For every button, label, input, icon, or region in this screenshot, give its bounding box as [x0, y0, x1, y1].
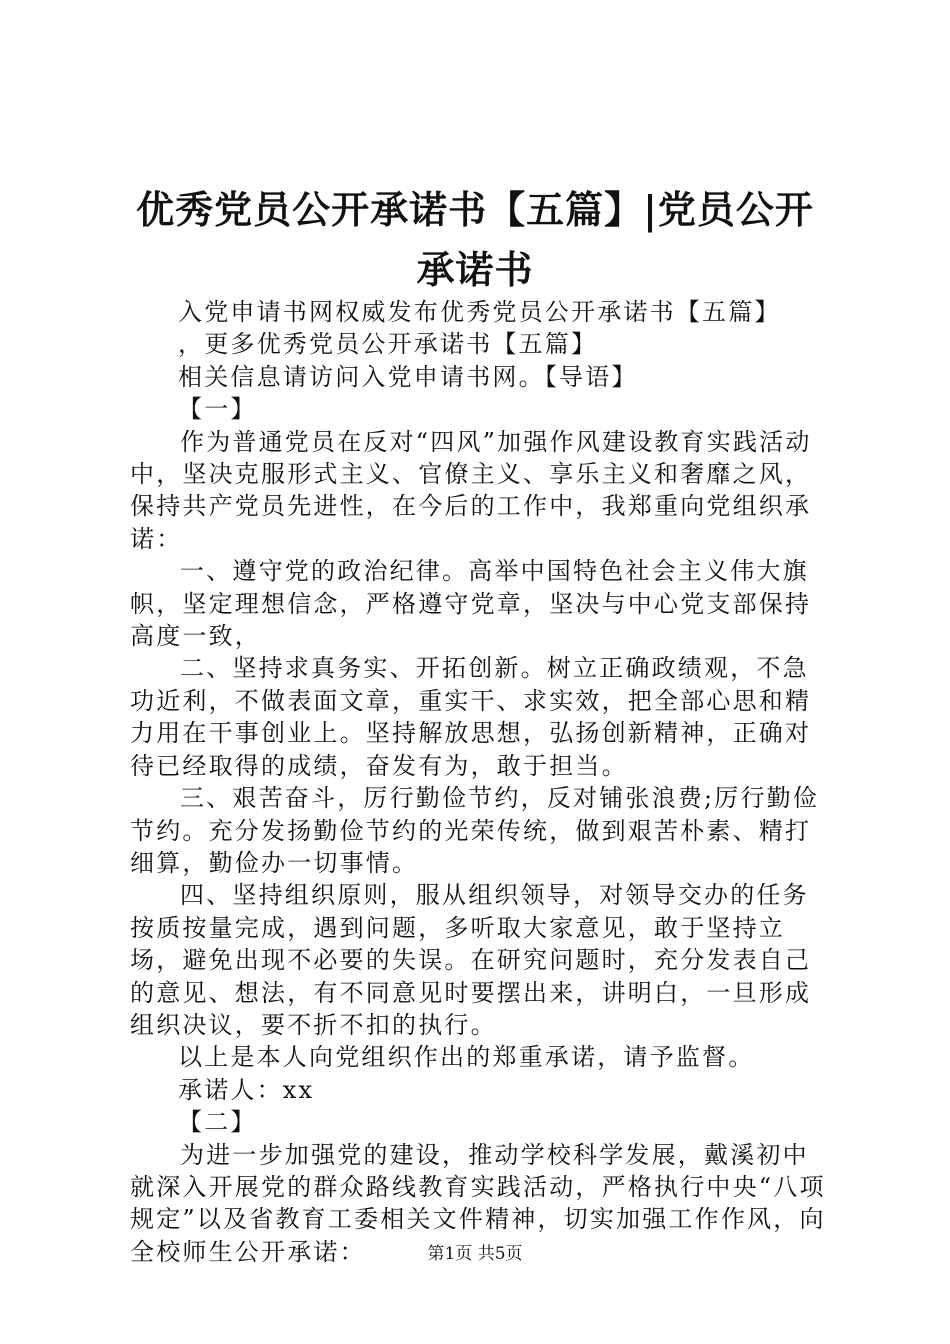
document-title: 优秀党员公开承诺书【五篇】|党员公开承诺书	[136, 187, 814, 292]
section-heading-2: 【二】	[178, 1108, 257, 1137]
document-body	[130, 296, 830, 1268]
section1-signer: 承诺人：xx	[178, 1075, 315, 1104]
section1-paragraph-2: 一、遵守党的政治纪律。高举中国特色社会主义伟大旗帜，坚定理想信念，严格遵守党章，坚决与中心党支部保持高度一致，	[130, 557, 812, 651]
page-footer: 第1页 共5页	[427, 1244, 523, 1264]
section1-paragraph-5: 四、坚持组织原则，服从组织领导，对领导交办的任务按质按量完成，遇到问题，多听取大家意见，敢于坚持立场，避免出现不必要的失误。在研究问题时，充分发表自己的意见、想法，有不同意见时要摆出来，讲明白，一旦形成组织决议，要不折不扣的执行。	[130, 881, 812, 1039]
section1-paragraph-1: 作为普通党员在反对“四风”加强作风建设教育实践活动中，坚决克服形式主义、官僚主义、享乐主义和奢靡之风，保持共产党员先进性，在今后的工作中，我郑重向党组织承诺：	[130, 427, 812, 553]
section1-paragraph-3: 二、坚持求真务实、开拓创新。树立正确政绩观，不急功近利，不做表面文章，重实干、求实效，把全部心思和精力用在干事创业上。坚持解放思想，弘扬创新精神，正确对待已经取得的成绩，奋发有为，敢于担当。	[130, 654, 812, 780]
intro-line-1: 入党申请书网权威发布优秀党员公开承诺书【五篇】	[178, 298, 781, 326]
section1-closing: 以上是本人向党组织作出的郑重承诺，请予监督。	[178, 1043, 755, 1072]
section2-paragraph-1: 为进一步加强党的建设，推动学校科学发展，戴溪初中就深入开展党的群众路线教育实践活动，严格执行中央“八项规定”以及省教育工委相关文件精神，切实加强工作作风，向全校师生公开承诺：	[130, 1140, 826, 1266]
section-heading-1: 【一】	[178, 395, 257, 424]
intro-line-2: ，更多优秀党员公开承诺书【五篇】	[178, 330, 598, 359]
intro-line-3: 相关信息请访问入党申请书网。【导语】	[178, 362, 638, 391]
section1-paragraph-4: 三、艰苦奋斗，厉行勤俭节约，反对铺张浪费;厉行勤俭节约。充分发扬勤俭节约的光荣传统，做到艰苦朴素、精打细算，勤俭办一切事情。	[130, 784, 820, 877]
